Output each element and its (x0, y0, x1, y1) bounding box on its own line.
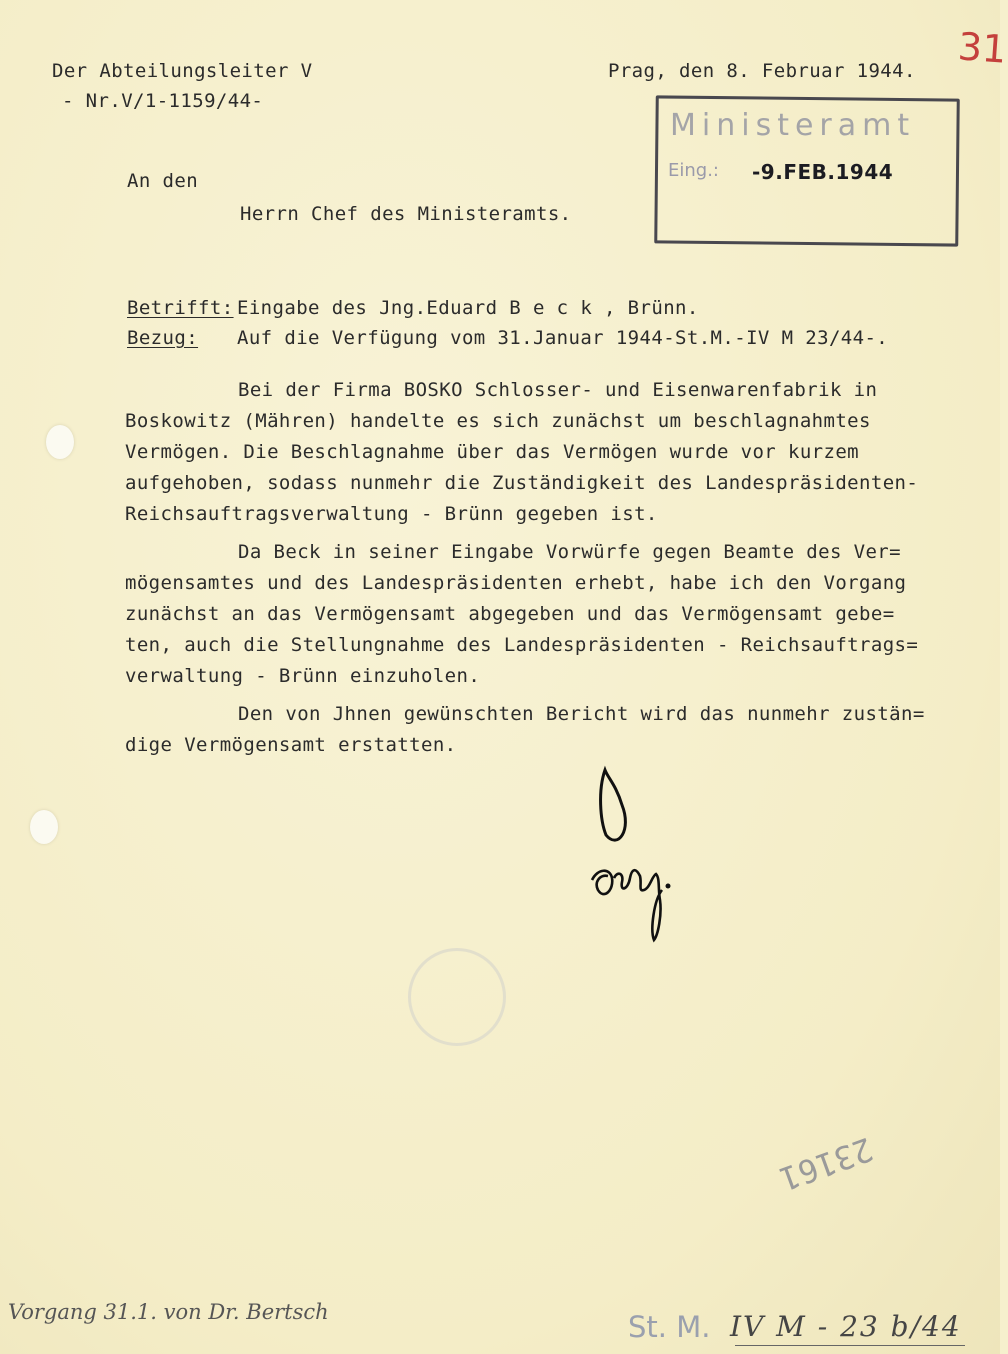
file-number: IV M - 23 b/44 (730, 1310, 962, 1343)
faint-round-stamp (408, 948, 506, 1046)
paragraph-line: dige Vermögensamt erstatten. (125, 734, 457, 756)
page-number: 31 (956, 24, 1008, 72)
paragraph-line: aufgehoben, sodass nunmehr die Zuständigkeit des Landespräsidenten- (125, 472, 919, 494)
sender-line: Der Abteilungsleiter V (52, 60, 313, 82)
stamp-date: -9.FEB.1944 (752, 160, 894, 184)
paragraph-line: ten, auch die Stellungnahme des Landespräsidenten - Reichsauftrags= (125, 634, 919, 656)
recipient-name: Herrn Chef des Ministeramts. (240, 203, 572, 225)
place-date: Prag, den 8. Februar 1944. (608, 60, 916, 82)
paragraph-line: verwaltung - Brünn einzuholen. (125, 665, 481, 687)
punch-hole (30, 810, 58, 844)
paragraph-line: Den von Jhnen gewünschten Bericht wird das nunmehr zustän= (238, 703, 925, 725)
betrifft-text: Eingabe des Jng.Eduard B e c k , Brünn. (237, 297, 699, 319)
paragraph-line: mögensamtes und des Landespräsidenten erhebt, habe ich den Vorgang (125, 572, 907, 594)
paragraph-1 (125, 375, 918, 530)
bezug-text: Auf die Verfügung vom 31.Januar 1944-St.M.-IV M 23/44-. (237, 327, 889, 349)
paragraph-line: Da Beck in seiner Eingabe Vorwürfe gegen Beamte des Ver= (238, 541, 901, 563)
signature (570, 750, 690, 950)
paragraph-line: Boskowitz (Mähren) handelte es sich zunächst um beschlagnahmtes (125, 410, 871, 432)
paragraph-line: zunächst an das Vermögensamt abgegeben und das Vermögensamt gebe= (125, 603, 895, 625)
paragraph-2 (125, 537, 918, 692)
reference-number: - Nr.V/1-1159/44- (62, 90, 264, 112)
stamp-title: Ministeramt (670, 108, 916, 143)
punch-hole (46, 425, 74, 459)
bezug-label: Bezug: (127, 327, 199, 349)
paragraph-line: Reichsauftragsverwaltung - Brünn gegeben ist. (125, 503, 658, 525)
file-stamp-prefix: St. M. (628, 1310, 711, 1344)
file-number-rule (735, 1345, 965, 1346)
stamp-received-label: Eing.: (668, 160, 719, 181)
paragraph-line: Vermögen. Die Beschlagnahme über das Vermögen wurde vor kurzem (125, 441, 860, 463)
handwritten-note: Vorgang 31.1. von Dr. Bertsch (8, 1300, 329, 1324)
paragraph-3 (125, 699, 925, 761)
paragraph-line: Bei der Firma BOSKO Schlosser- und Eisenwarenfabrik in (238, 379, 878, 401)
rotated-number: 23161 (774, 1129, 878, 1199)
betrifft-label: Betrifft: (127, 297, 234, 319)
recipient-salutation: An den (127, 170, 199, 192)
